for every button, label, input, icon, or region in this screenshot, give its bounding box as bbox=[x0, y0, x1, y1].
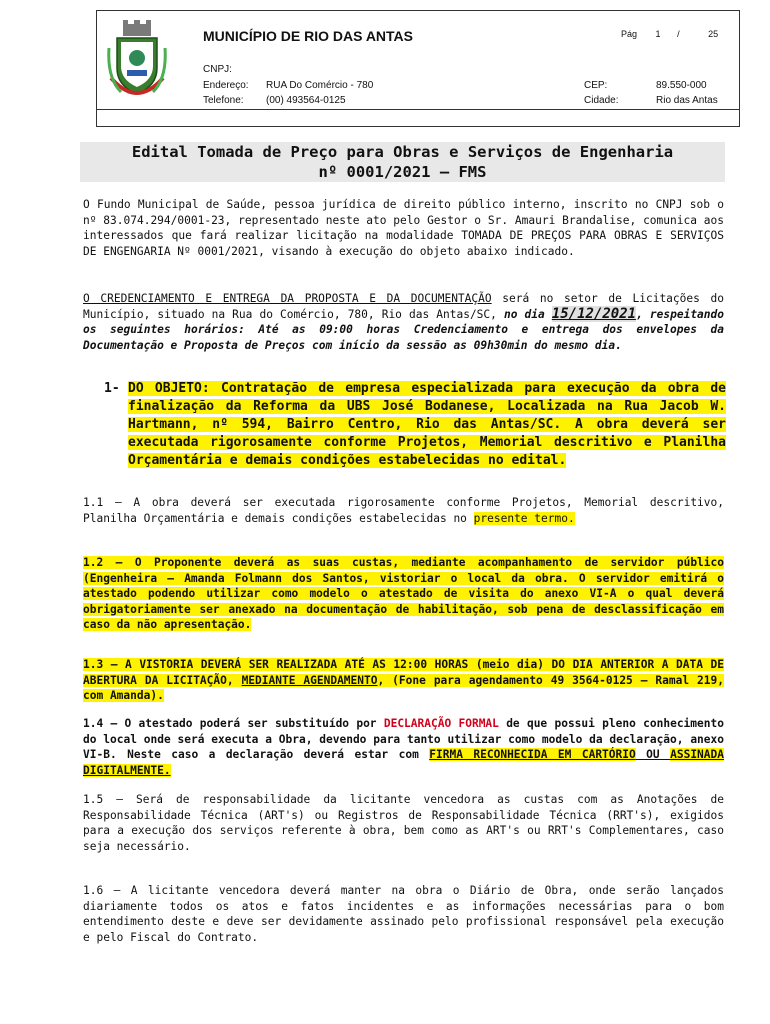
credenciamento-bold-pre: no dia bbox=[503, 307, 552, 321]
item-1-6: 1.6 – A licitante vencedora deverá manter na obra o Diário de Obra, onde serão lançados diariamente todos os atos e fatos incidentes e as informações necessárias para o bom entendimento deste e deve ser devidamente assinado pelo profissional responsável pela execução e pelo Fiscal do Contrato. bbox=[83, 884, 724, 944]
item-1-3-underlined: MEDIANTE AGENDAMENTO bbox=[241, 673, 378, 687]
item-1-3-text: 1.3 – A VISTORIA DEVERÁ SER REALIZADA ATÉ AS 12:00 HORAS (meio dia) DO DIA ANTERIOR A DATA DE ABERTURA DA LICITAÇÃO, bbox=[83, 658, 724, 687]
page-indicator bbox=[621, 29, 718, 39]
item-1-4-text: 1.4 – O atestado poderá ser substituído por bbox=[83, 717, 384, 730]
objeto-section bbox=[104, 380, 726, 470]
item-1-2 bbox=[83, 555, 724, 633]
municipal-crest-icon bbox=[107, 18, 167, 102]
item-1-4-mid: de que possui pleno conhecimento do local onde será executa a Obra, devendo para tanto utilizar como modelo da declaração, anexo VI-B. Neste caso a declaração deverá estar com bbox=[83, 717, 724, 761]
item-1-4 bbox=[83, 716, 724, 778]
phone-value: (00) 493564-0125 bbox=[266, 95, 346, 106]
item-1-5: 1.5 – Será de responsabilidade da licitante vencedora as custas com as Anotações de Responsabilidade Técnica (ART's) ou Registros de Responsabilidade Técnica (RRT's), exigidos para a execução dos serviços referente à obra, bem como as ART's ou RRT's Complementares, caso seja necessário. bbox=[83, 793, 724, 853]
item-1-1 bbox=[83, 495, 724, 526]
cnpj-label: CNPJ: bbox=[203, 64, 232, 75]
item-1-4-highlight-1: FIRMA RECONHECIDA EM CARTÓRIO bbox=[429, 748, 636, 761]
header-box bbox=[96, 10, 740, 127]
address-label: Endereço: bbox=[203, 80, 249, 91]
page-total: 25 bbox=[708, 29, 719, 39]
credenciamento-bold-post: , respeitando os seguintes horários: Até as 09:00 horas Credenciamento e entrega dos envelopes da Documentação e Proposta de Preços com início da sessão as 09h30min do mesmo dia. bbox=[83, 307, 724, 352]
objeto-text: DO OBJETO: Contratação de empresa especializada para execução da obra de finalização da Reforma da UBS José Bodanese, Localizada na Rua Jacob W. Hartmann, nº 594, Bairro Centro, Rio das Antas/SC. A obra deverá ser executada rigorosamente conforme Projetos, Memorial descritivo e Planilha Orçamentária e demais condições estabelecidas no edital. bbox=[128, 381, 726, 468]
header-divider bbox=[97, 109, 739, 110]
item-1-4-ou: OU bbox=[635, 748, 671, 761]
title-line-1: Edital Tomada de Preço para Obras e Serviços de Engenharia bbox=[131, 143, 674, 161]
credenciamento-underlined: O CREDENCIAMENTO E ENTREGA DA PROPOSTA E DA DOCUMENTAÇÃO bbox=[83, 292, 492, 305]
city-label: Cidade: bbox=[584, 95, 619, 106]
city-value: Rio das Antas bbox=[656, 95, 718, 106]
item-1-1-text: 1.1 – A obra deverá ser executada rigorosamente conforme Projetos, Memorial descritivo, Planilha Orçamentária e demais condições estabelecidas no bbox=[83, 496, 724, 525]
phone-label: Telefone: bbox=[203, 95, 244, 106]
municipality-name: MUNICÍPIO DE RIO DAS ANTAS bbox=[203, 28, 414, 44]
document-title bbox=[80, 142, 725, 182]
page-separator: / bbox=[677, 29, 680, 39]
cep-value: 89.550-000 bbox=[656, 80, 707, 91]
credenciamento-rest: será no setor de Licitações do Município, situado na Rua do Comércio, 780, Rio das Antas/SC, bbox=[83, 292, 724, 321]
item-1-1-highlight: presente termo. bbox=[473, 511, 575, 525]
intro-paragraph: O Fundo Municipal de Saúde, pessoa jurídica de direito público interno, inscrito no CNPJ sob o nº 83.074.294/0001-23, representado neste ato pelo Gestor o Sr. Amauri Brandalise, comunica aos interessados que fará realizar licitação na modalidade TOMADA DE PREÇOS PARA OBRAS E SERVIÇOS DE ENGENGARIA Nº 0001/2021, visando à execução do objeto abaixo indicado. bbox=[83, 198, 724, 258]
item-1-4-red: DECLARAÇÃO FORMAL bbox=[383, 717, 499, 730]
credenciamento-paragraph bbox=[83, 291, 724, 353]
page-label: Pág bbox=[621, 29, 638, 39]
address-value: RUA Do Comércio - 780 bbox=[266, 80, 374, 91]
title-line-2: nº 0001/2021 – FMS bbox=[318, 163, 487, 181]
cep-label: CEP: bbox=[584, 80, 608, 91]
item-1-3 bbox=[83, 657, 724, 704]
objeto-number: 1- bbox=[104, 381, 120, 396]
item-1-2-text: 1.2 – O Proponente deverá as suas custas, mediante acompanhamento de servidor público (Engenheira – Amanda Folmann dos Santos, vistoriar o local da obra. O servidor emitirá o atestado podendo utilizar como modelo o atestado de visita do anexo VI-A o qual deverá obrigatoriamente ser anexado na documentação de habilitação, sob pena de desclassificação em caso da não apresentação. bbox=[83, 556, 724, 631]
session-date: 15/12/2021 bbox=[551, 305, 637, 322]
item-1-3-rest: , (Fone para agendamento 49 3564-0125 – Ramal 219, com Amanda). bbox=[83, 673, 724, 702]
page-current: 1 bbox=[655, 29, 661, 39]
item-1-4-highlight-2: ASSINADA DIGITALMENTE. bbox=[83, 748, 724, 777]
